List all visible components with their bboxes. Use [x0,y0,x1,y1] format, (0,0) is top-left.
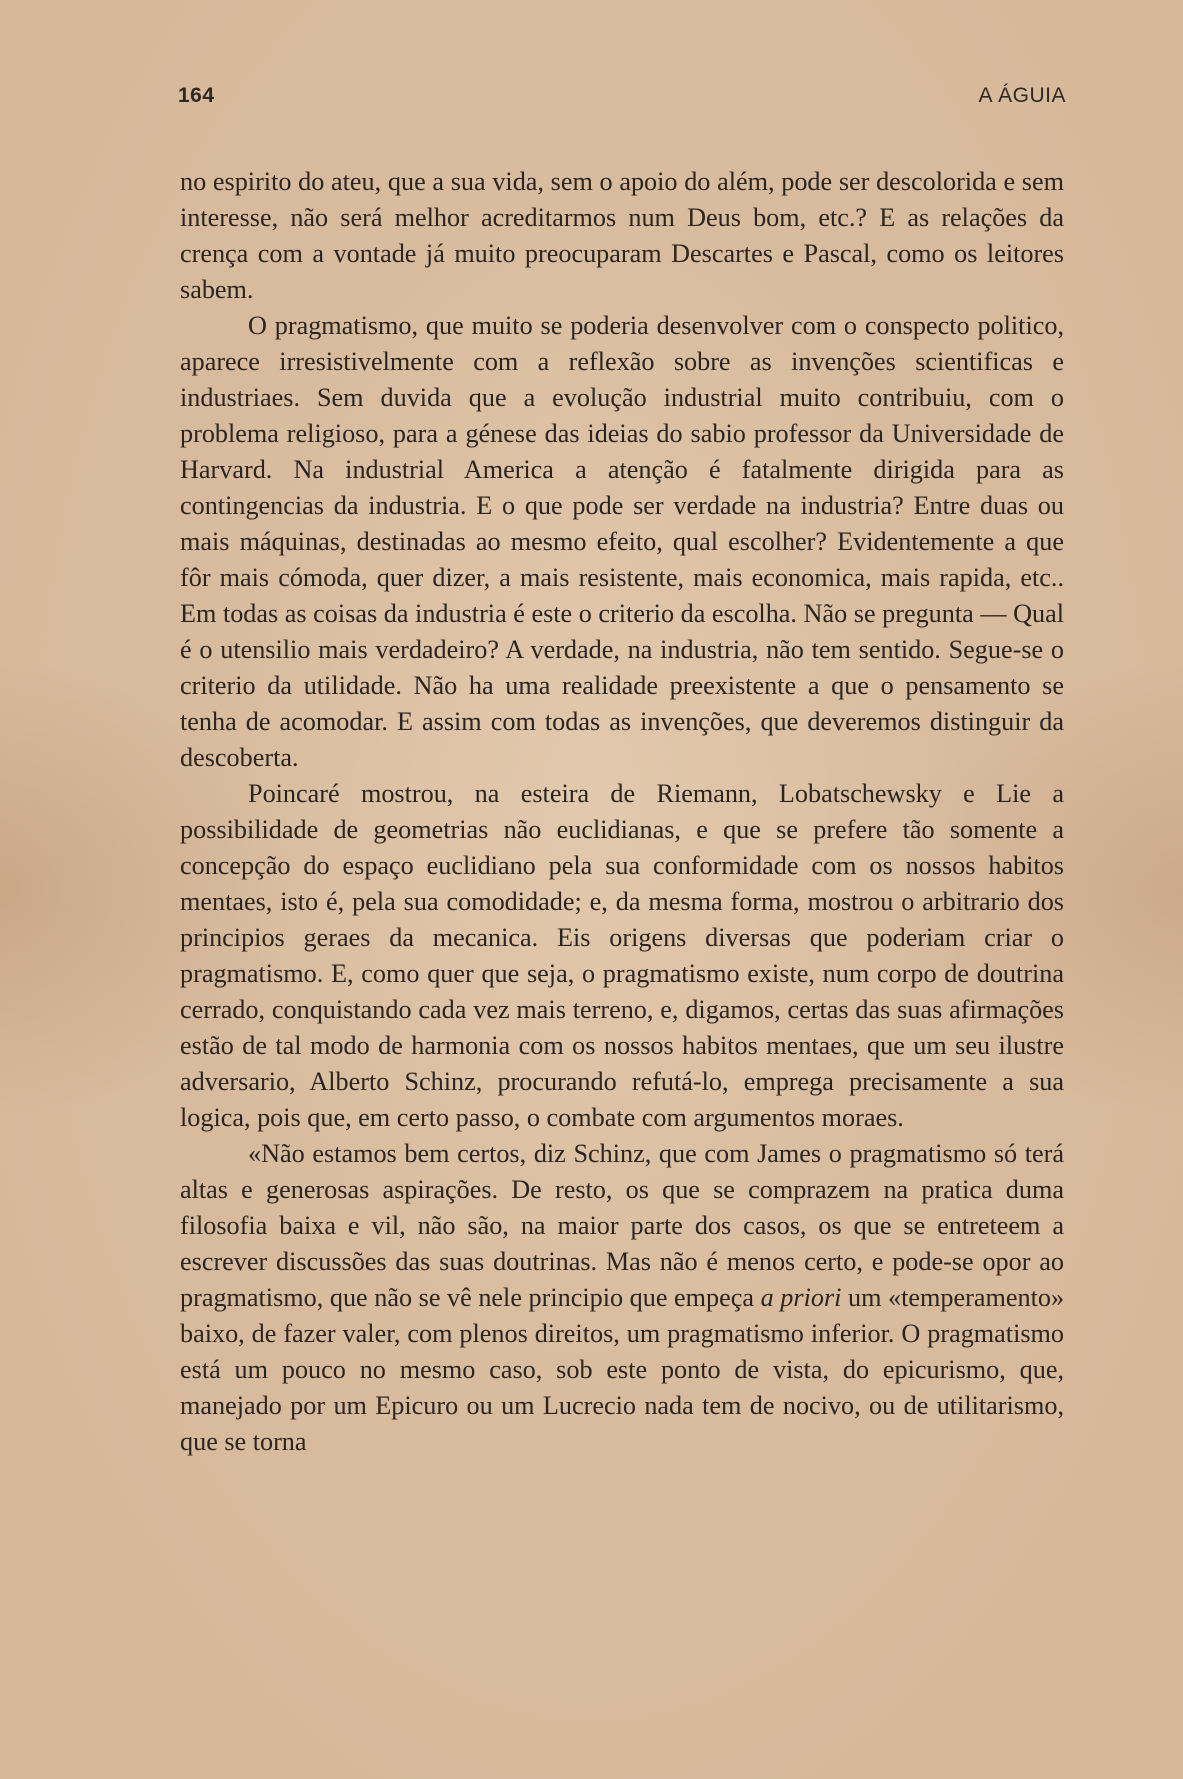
running-head [178,84,1066,114]
paragraph: no espirito do ateu, que a sua vida, sem o apoio do além, pode ser descolorida e sem interesse, não será melhor acreditarmos num Deus bom, etc.? E as relações da crença com a vontade já muito preocuparam Descartes e Pascal, como os leitores sabem. [180,167,1064,304]
body-text [180,164,1064,1460]
paragraph: Poincaré mostrou, na esteira de Riemann, Lobatschewsky e Lie a possibilidade de geometrias não euclidianas, e que se prefere tão somente a concepção do espaço euclidiano pela sua conformidade com os nossos habitos mentaes, isto é, pela sua comodidade; e, da mesma forma, mostrou o arbitrario dos principios geraes da mecanica. Eis origens diversas que poderiam criar o pragmatismo. E, como quer que seja, o pragmatismo existe, num corpo de doutrina cerrado, conquistando cada vez mais terreno, e, digamos, certas das suas afirmações estão de tal modo de harmonia com os nossos habitos mentaes, que um seu ilustre adversario, Alberto Schinz, procurando refutá-lo, emprega precisamente a sua logica, pois que, em certo passo, o combate com argumentos moraes. [180,779,1064,1132]
quote-text: «Não estamos bem certos, diz Schinz, que com James o pragmatismo só terá altas e generosas aspirações. De resto, os que se comprazem na pratica duma filosofia baixa e vil, não são, na maior parte dos casos, os que se entreteem a escrever discussões das suas doutrinas. Mas não é menos certo, e pode-se opor ao pragmatismo, que não se vê nele principio que empeça [180,1139,1064,1312]
paragraph: O pragmatismo, que muito se poderia desenvolver com o conspecto politico, aparece irresistivelmente com a reflexão sobre as invenções scientificas e industriaes. Sem duvida que a evolução industrial muito contribuiu, com o problema religioso, para a génese das ideias do sabio professor da Universidade de Harvard. Na industrial America a atenção é fatalmente dirigida para as contingencias da industria. E o que pode ser verdade na industria? Entre duas ou mais máquinas, destinadas ao mesmo efeito, qual escolher? Evidentemente a que fôr mais cómoda, quer dizer, a mais resistente, mais economica, mais rapida, etc.. Em todas as coisas da industria é este o criterio da escolha. Não se pregunta — Qual é o utensilio mais verdadeiro? A verdade, na industria, não tem sentido. Segue-se o criterio da utilidade. Não ha uma realidade preexistente a que o pensamento se tenha de acomodar. E assim com todas as invenções, que deveremos distinguir da descoberta. [180,311,1064,772]
paragraph-quote [180,1136,1064,1460]
quote-text-continued: um «temperamento» baixo, de fazer valer, com plenos direitos, um pragmatismo inferior. O pragmatismo está um pouco no mesmo caso, sob este ponto de vista, do epicurismo, que, manejado por um Epicuro ou um Lucrecio nada tem de nocivo, ou de utilitarismo, que se torna [180,1283,1065,1456]
italic-phrase: a priori [760,1283,842,1312]
page-number: 164 [178,84,215,107]
journal-title: A ÁGUIA [978,84,1066,107]
